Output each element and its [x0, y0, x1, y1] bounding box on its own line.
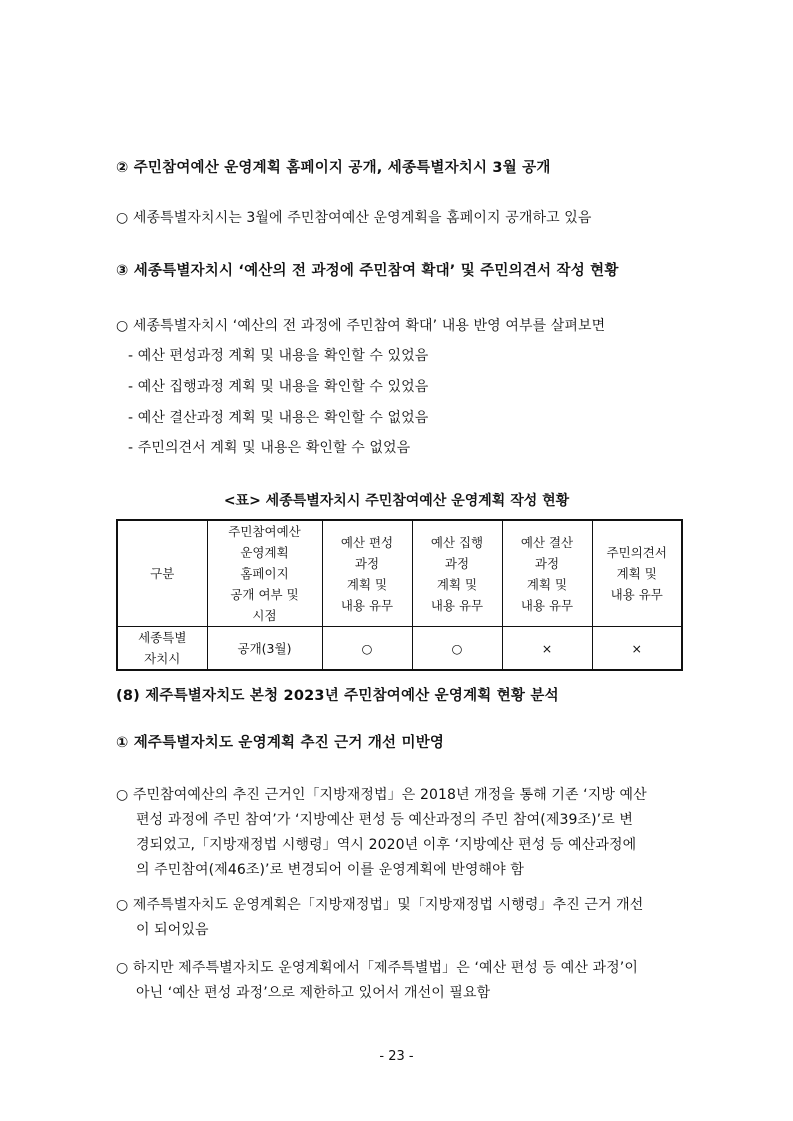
- table-header-cell: 예산 집행 과정 계획 및 내용 유무: [412, 520, 502, 627]
- dash-item-3: - 예산 결산과정 계획 및 내용은 확인할 수 없었음: [128, 410, 429, 426]
- section-heading-8-1: ① 제주특별자치도 운영계획 추진 근거 개선 미반영: [116, 735, 445, 751]
- table-header-row: [117, 520, 682, 627]
- page-number: - 23 -: [379, 1049, 414, 1064]
- para1-line-3: 경되었고,「지방재정법 시행령」역시 2020년 이후 ‘지방예산 편성 등 예산과정에: [136, 837, 637, 853]
- para1-line-2: 편성 과정에 주민 참여’가 ‘지방예산 편성 등 예산과정의 주민 참여(제39조)’로 변: [136, 812, 634, 828]
- section-heading-2: ② 주민참여예산 운영계획 홈페이지 공개, 세종특별자치시 3월 공개: [116, 160, 551, 176]
- summary-table: [116, 519, 683, 671]
- table-header-cell: 주민의견서 계획 및 내용 유무: [592, 520, 682, 627]
- section-2-bullet: ○ 세종특별자치시는 3월에 주민참여예산 운영계획을 홈페이지 공개하고 있음: [116, 210, 592, 226]
- table-header-cell: 예산 편성 과정 계획 및 내용 유무: [322, 520, 412, 627]
- para2-line-2: 이 되어있음: [136, 922, 209, 938]
- table-header-cell: 구분: [117, 520, 207, 627]
- para2-line-1: ○ 제주특별자치도 운영계획은「지방재정법」및「지방재정법 시행령」추진 근거 개선: [116, 897, 644, 913]
- dash-item-2: - 예산 집행과정 계획 및 내용을 확인할 수 있었음: [128, 379, 429, 395]
- para1-line-4: 의 주민참여(제46조)’로 변경되어 이를 운영계획에 반영해야 함: [136, 862, 524, 878]
- para3-line-1: ○ 하지만 제주특별자치도 운영계획에서「제주특별법」은 ‘예산 편성 등 예산 과정’이: [116, 960, 638, 976]
- dash-item-1: - 예산 편성과정 계획 및 내용을 확인할 수 있었음: [128, 348, 429, 364]
- table-cell: 공개(3월): [207, 627, 322, 671]
- dash-item-4: - 주민의견서 계획 및 내용은 확인할 수 없었음: [128, 440, 411, 456]
- table-header-cell: 예산 결산 과정 계획 및 내용 유무: [502, 520, 592, 627]
- para3-line-2: 아닌 ‘예산 편성 과정’으로 제한하고 있어서 개선이 필요함: [136, 985, 491, 1001]
- table-cell: ○: [412, 627, 502, 671]
- section-3-bullet: ○ 세종특별자치시 ‘예산의 전 과정에 주민참여 확대’ 내용 반영 여부를 살펴보면: [116, 318, 606, 334]
- table-cell: ×: [592, 627, 682, 671]
- para1-line-1: ○ 주민참여예산의 추진 근거인「지방재정법」은 2018년 개정을 통해 기존 ‘지방 예산: [116, 787, 647, 803]
- table-header-cell: 주민참여예산 운영계획 홈페이지 공개 여부 및 시점: [207, 520, 322, 627]
- table-row: [117, 627, 682, 671]
- section-heading-8: (8) 제주특별자치도 본청 2023년 주민참여예산 운영계획 현황 분석: [116, 688, 559, 704]
- table-cell: ○: [322, 627, 412, 671]
- table-caption: <표> 세종특별자치시 주민참여예산 운영계획 작성 현황: [223, 493, 570, 509]
- section-heading-3: ③ 세종특별자치시 ‘예산의 전 과정에 주민참여 확대’ 및 주민의견서 작성 현황: [116, 263, 619, 279]
- table-cell: 세종특별 자치시: [117, 627, 207, 671]
- table-cell: ×: [502, 627, 592, 671]
